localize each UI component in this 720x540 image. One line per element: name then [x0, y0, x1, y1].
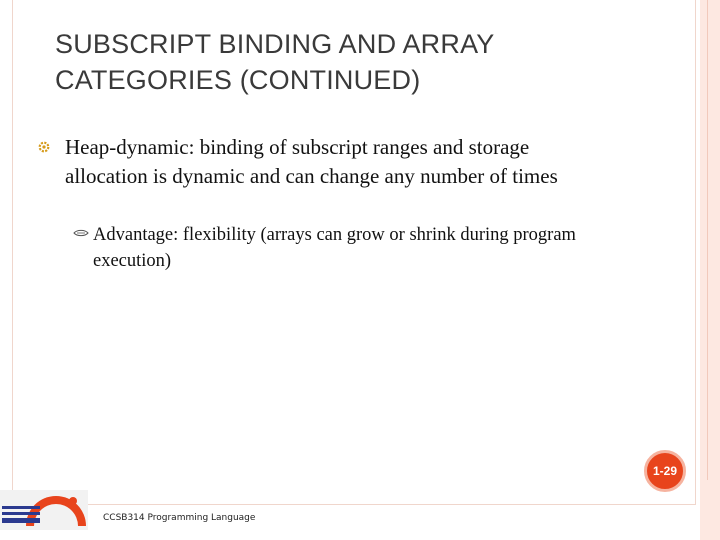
right-decorative-strip — [700, 0, 720, 540]
bullet-item — [38, 133, 608, 191]
slide-title — [55, 26, 655, 98]
page-number-badge: 1-29 — [644, 450, 686, 492]
bullet-text: Heap-dynamic: binding of subscript ranges and storage allocation is dynamic and can change any number of times — [65, 135, 558, 188]
sub-bullet-icon — [73, 229, 89, 237]
slide-title-line-1: SUBSCRIPT BINDING AND ARRAY — [55, 29, 495, 59]
slide-title-line-2: CATEGORIES (CONTINUED) — [55, 65, 421, 95]
sub-bullet-text: Advantage: flexibility (arrays can grow or shrink during program execution) — [93, 225, 576, 271]
footer-course-name: CCSB314 Programming Language — [103, 513, 256, 523]
sub-bullet-item — [73, 222, 593, 274]
university-logo — [0, 490, 88, 530]
gear-bullet-icon — [38, 141, 50, 153]
right-strip-divider — [707, 0, 708, 480]
